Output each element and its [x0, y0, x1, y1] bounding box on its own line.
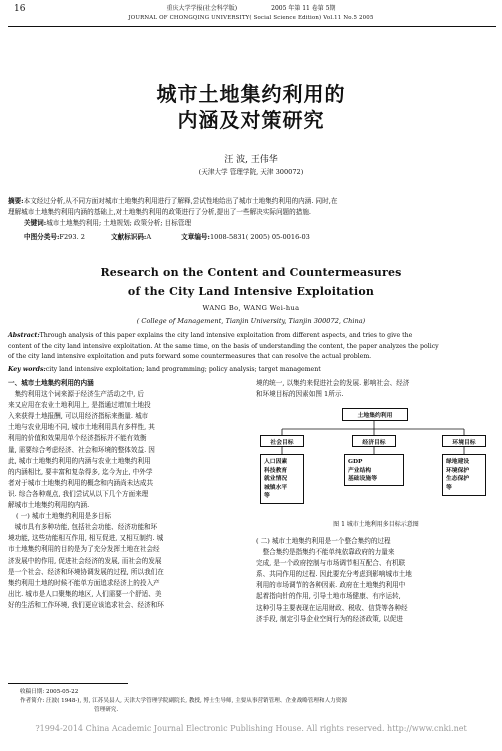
left-line: 境功能, 这些功能相互作用, 相互促进, 又相互制约. 城	[8, 534, 164, 543]
right-column-top	[256, 378, 496, 400]
affiliation-cn: (天津大学 管理学院, 天津 300072)	[198, 168, 304, 176]
abstract-en-line3: of the city land intensive exploitation and puts forward some countermeasures that can resolve the actual problem.	[8, 353, 372, 361]
figure-1-caption: 图 1 城市土地利用多目标示意图	[333, 521, 419, 528]
abstract-en-label: Abstract:	[8, 332, 40, 339]
title-cn-line2: 内涵及对策研究	[177, 108, 325, 132]
abstract-cn-line1: 本文经过分析,从不同方面对城市土地集约利用进行了解释,尝试性地给出了城市土地集约利用的内涵. 同时,在	[23, 197, 338, 205]
left-line: 来又应用在农业土地利用上, 是指通过增加土地投	[8, 401, 151, 410]
right-line: 系、共同作用的过程. 因此要充分考虑到影响城市土地	[256, 570, 412, 579]
abstract-en-line1: Through analysis of this paper explains the city land intensive exploitation from different aspects, and tries to give the	[39, 332, 413, 339]
keywords-en-label: Key words:	[8, 366, 46, 373]
subsection-heading-2: ( 二) 城市土地集约利用是一个整合集约的过程	[256, 537, 391, 545]
left-line: 是一个社会、经济和环境协调发展的过程, 所以我们在	[8, 567, 164, 576]
diagram-environment-goal: 环境目标	[442, 435, 486, 447]
abstract-en	[8, 331, 498, 363]
left-line: 识. 综合各种观点, 我们尝试从以下几个方面来理	[8, 489, 149, 498]
diagram-social-goal: 社会目标	[260, 435, 304, 447]
left-line: 济发展中的作用, 促进社会经济的发展, 而社会的发展	[8, 556, 162, 565]
doc-code-label: 文献标识码:	[110, 233, 147, 241]
left-line: 利用的价值和效果用单个经济指标并不能有效衡	[8, 434, 147, 443]
right-line: 境的统一, 以集约来促进社会的发展. 影响社会、经济	[256, 379, 410, 387]
keywords-en-text: city land intensive exploitation; land programming; policy analysis; target management	[45, 366, 321, 373]
clc-code: F293. 2	[59, 233, 85, 241]
copyright-footer: ?1994-2014 China Academic Journal Electronic Publishing House. All rights reserved. http://www.cnki.net	[35, 724, 467, 733]
left-line: 的内涵相比, 要丰富和复杂得多, 迄今为止, 中外学	[8, 467, 153, 476]
title-en-line1: Research on the Content and Countermeasures	[100, 266, 402, 279]
abstract-cn	[8, 196, 498, 217]
left-line: 者对于城市土地集约利用的概念和内涵尚未达成共	[8, 478, 154, 487]
left-line: 集约利用这个词来源于经济生产活动之中, 后	[8, 390, 145, 399]
left-line: 出比. 城市是人口聚集的地区, 人们需要一个舒适、美	[8, 589, 162, 598]
right-line: 整合集约是指集约不能单纯依靠政府的力量来	[256, 548, 395, 557]
article-id: 1008-5831( 2005) 05-0016-03	[209, 233, 310, 241]
left-line: 入来获得土地报酬, 可以用经济指标来衡量. 城市	[8, 412, 149, 421]
author-bio-cont: 管理研究.	[94, 707, 119, 713]
right-line: 和环境目标的因素如图 1所示.	[256, 390, 344, 399]
left-line: 市土地集约利用的目的是为了充分发挥土地在社会经	[8, 545, 160, 554]
title-cn-line1: 城市土地集约利用的	[156, 82, 346, 106]
keywords-cn-text: 城市土地集约利用; 土地规划; 政策分析; 目标管理	[46, 219, 192, 227]
title-en-line2: of the City Land Intensive Exploitation	[127, 285, 375, 298]
left-line: 好的生活和工作环境, 我们更应该追求社会、经济和环	[8, 600, 164, 609]
authors-cn: 汪 波, 王伟华	[224, 155, 278, 165]
diagram-environment-factors: 绿地建设 环境保护 生态保护 等	[442, 454, 486, 496]
classification-cn	[24, 232, 494, 243]
figure-1-diagram	[256, 404, 496, 512]
left-line: 解城市土地集约利用的内涵.	[8, 501, 90, 510]
right-line: 济手段, 制定引导企业空间行为的经济政策, 以促进	[256, 614, 403, 623]
right-line: 起着指向针的作用, 引导土地市场健康、有序运转,	[256, 592, 401, 601]
left-line: 此, 城市土地集约利用的内涵与农业土地集约利用	[8, 456, 151, 465]
keywords-en	[8, 365, 498, 376]
page-number: 16	[14, 4, 26, 14]
diagram-economic-factors: GDP 产业结构 基础设施等	[344, 454, 404, 486]
author-bio: 作者简介: 汪波( 1948-), 男, 江苏吴县人, 天津大学管理学院副院长, 教授, 博士生导师, 主要从事营销管理、企业战略管理和人力资源	[20, 698, 347, 704]
subsection-heading-1: ( 一) 城市土地集约利用是多目标	[16, 512, 112, 521]
left-line: 城市具有多种功能, 包括社会功能、经济功能和环	[8, 523, 158, 532]
footnote-rule	[8, 683, 128, 684]
affiliation-en: ( College of Management, Tianjin University, Tianjin 300072, China)	[136, 317, 366, 325]
left-column	[8, 378, 246, 611]
right-column-bottom	[256, 536, 496, 625]
journal-header	[0, 3, 502, 12]
journal-issue-cn: 2005 年第 11 卷第 5期	[271, 5, 336, 12]
doc-code: A	[146, 233, 152, 241]
diagram-social-factors: 人口因素 科技教育 就业情况 城镇水平 等	[260, 454, 304, 504]
left-line: 量, 需要综合考虑经济、社会和环境的整体效益. 因	[8, 445, 155, 454]
header-rule	[8, 26, 496, 27]
journal-name-cn: 重庆大学学报(社会科学版)	[166, 5, 238, 12]
footnote	[20, 688, 496, 715]
left-line: 集约利用土地的时候不能单方面追求经济上的投入产	[8, 578, 160, 587]
section-heading-1: 一、城市土地集约利用的内涵	[8, 379, 94, 387]
diagram-economic-goal: 经济目标	[352, 435, 396, 447]
abstract-en-line2: content of the city land intensive exploitation. At the same time, on the basis of understanding the content, the paper analyzes the policy	[8, 342, 439, 350]
diagram-root-node: 土地集约利用	[342, 408, 408, 421]
clc-label: 中图分类号:	[24, 233, 60, 241]
keywords-cn-label: 关键词:	[24, 219, 47, 227]
received-date: 收稿日期: 2005-05-22	[20, 689, 79, 695]
journal-name-en: JOURNAL OF CHONGQING UNIVERSITY( Social Science Edition) Vol.11 No.5 2005	[128, 15, 374, 21]
authors-en: WANG Bo, WANG Wei-hua	[202, 304, 300, 312]
abstract-cn-label: 摘要:	[8, 197, 24, 205]
article-id-label: 文章编号:	[181, 233, 210, 241]
right-line: 完成, 是一个政府控制与市场调节相互配合、有机联	[256, 559, 406, 568]
right-line: 利用的市场调节的各种因素. 政府在土地集约利用中	[256, 581, 406, 590]
abstract-cn-line2: 理解城市土地集约利用内涵的基础上,对土地集约利用的政策进行了分析,提出了一些解决实际问题的措施.	[8, 207, 312, 216]
keywords-cn	[24, 218, 494, 229]
right-line: 这种引导主要表现在运用财政、税收、信贷等各种经	[256, 603, 408, 612]
left-line: 土地与农业用地不同, 城市土地利用具有多样性, 其	[8, 423, 155, 432]
